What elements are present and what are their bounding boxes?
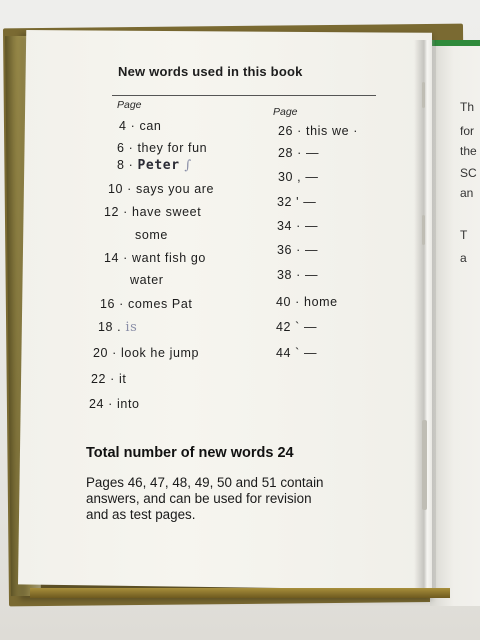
page-title: New words used in this book bbox=[118, 64, 303, 79]
entry-page-number: 14 bbox=[104, 251, 120, 265]
binding-stitch bbox=[422, 420, 427, 510]
entry-words: comes Pat bbox=[128, 297, 193, 311]
handwritten-word: Peter bbox=[137, 158, 180, 173]
total-new-words: Total number of new words 24 bbox=[86, 445, 294, 461]
word-entry: 6 · they for fun bbox=[117, 141, 208, 155]
word-entry: 22 · it bbox=[91, 372, 127, 386]
word-entry: 42 ` — bbox=[276, 320, 318, 334]
entry-words: water bbox=[130, 273, 164, 287]
entry-words: into bbox=[117, 397, 140, 411]
entry-page-number: 18 bbox=[98, 320, 114, 334]
right-page-text: T bbox=[460, 228, 468, 242]
word-entry: 32 ' — bbox=[277, 195, 317, 209]
word-entry: 34 · — bbox=[277, 219, 319, 233]
entry-words: have sweet bbox=[132, 205, 202, 219]
info-text-line: Pages 46, 47, 48, 49, 50 and 51 contain bbox=[86, 475, 324, 490]
entry-page-number: 4 bbox=[119, 119, 127, 133]
entry-page-number: 26 bbox=[278, 124, 294, 138]
entry-words: — bbox=[305, 243, 319, 257]
entry-page-number: 32 bbox=[277, 195, 293, 209]
entry-words: — bbox=[305, 268, 319, 282]
entry-page-number: 30 bbox=[278, 170, 294, 184]
entry-page-number: 40 bbox=[276, 295, 292, 309]
entry-page-number: 22 bbox=[91, 372, 107, 386]
entry-words: home bbox=[304, 295, 338, 309]
info-text-line: and as test pages. bbox=[86, 507, 196, 522]
entry-page-number: 16 bbox=[100, 297, 116, 311]
word-entry: 38 · — bbox=[277, 268, 319, 282]
left-page bbox=[18, 30, 432, 590]
word-entry: 44 ` — bbox=[276, 346, 318, 360]
entry-words: says you are bbox=[136, 182, 215, 196]
entry-page-number: 20 bbox=[93, 346, 109, 360]
entry-page-number: 38 bbox=[277, 268, 293, 282]
entry-words: can bbox=[139, 119, 162, 133]
word-entry: 40 · home bbox=[276, 295, 338, 309]
right-page-text: a bbox=[460, 251, 467, 265]
page-column-label: Page bbox=[273, 106, 298, 118]
right-page-text: the bbox=[460, 144, 477, 158]
entry-page-number: 34 bbox=[277, 219, 293, 233]
word-entry-continued bbox=[130, 273, 164, 287]
page-column-label: Page bbox=[117, 99, 142, 111]
entry-words: — bbox=[306, 146, 320, 160]
entry-page-number: 24 bbox=[89, 397, 105, 411]
word-entry: 16 · comes Pat bbox=[100, 297, 193, 311]
entry-words: — bbox=[304, 346, 318, 360]
heading-rule bbox=[112, 95, 376, 96]
word-entry: 30 , — bbox=[278, 170, 319, 184]
word-entry: 24 · into bbox=[89, 397, 140, 411]
entry-words: — bbox=[303, 195, 317, 209]
right-page-text: for bbox=[460, 124, 475, 138]
word-entry: 36 · — bbox=[277, 243, 319, 257]
entry-words: — bbox=[305, 170, 319, 184]
pencil-mark: ∫ bbox=[179, 158, 192, 173]
word-entry: 28 · — bbox=[278, 146, 320, 160]
entry-words: they for fun bbox=[137, 141, 208, 155]
word-entry: 4 · can bbox=[119, 119, 162, 133]
right-page-text: Th bbox=[460, 100, 475, 114]
word-entry: 14 · want fish go bbox=[104, 251, 206, 265]
word-entry: 26 · this we · bbox=[278, 124, 358, 138]
entry-page-number: 10 bbox=[108, 182, 124, 196]
spine-crease bbox=[414, 40, 436, 596]
entry-words: want fish go bbox=[132, 251, 206, 265]
entry-page-number: 28 bbox=[278, 146, 294, 160]
word-entry: 8 · Peter ∫ bbox=[117, 158, 192, 173]
entry-page-number: 12 bbox=[104, 205, 120, 219]
entry-page-number: 6 bbox=[117, 141, 125, 155]
info-text-line: answers, and can be used for revision bbox=[86, 491, 312, 506]
pencil-word: is bbox=[125, 320, 138, 335]
entry-words: — bbox=[305, 219, 319, 233]
word-entry: 18 . is bbox=[98, 320, 138, 335]
entry-page-number: 44 bbox=[276, 346, 292, 360]
word-entry: 12 · have sweet bbox=[104, 205, 202, 219]
entry-words: look he jump bbox=[121, 346, 200, 360]
word-entry: 20 · look he jump bbox=[93, 346, 200, 360]
right-page-text: SC bbox=[460, 166, 477, 180]
right-page bbox=[430, 40, 480, 606]
entry-words: — bbox=[304, 320, 318, 334]
book-bottom-edge bbox=[30, 588, 450, 598]
binding-stitch bbox=[422, 215, 425, 245]
right-page-text: an bbox=[460, 186, 474, 200]
entry-words: this we bbox=[306, 124, 350, 138]
binding-stitch bbox=[422, 82, 425, 108]
word-entry-continued bbox=[135, 228, 168, 242]
entry-words: it bbox=[119, 372, 127, 386]
entry-page-number: 8 bbox=[117, 158, 125, 172]
entry-page-number: 36 bbox=[277, 243, 293, 257]
entry-page-number: 42 bbox=[276, 320, 292, 334]
entry-words: some bbox=[135, 228, 168, 242]
word-entry: 10 · says you are bbox=[108, 182, 215, 196]
